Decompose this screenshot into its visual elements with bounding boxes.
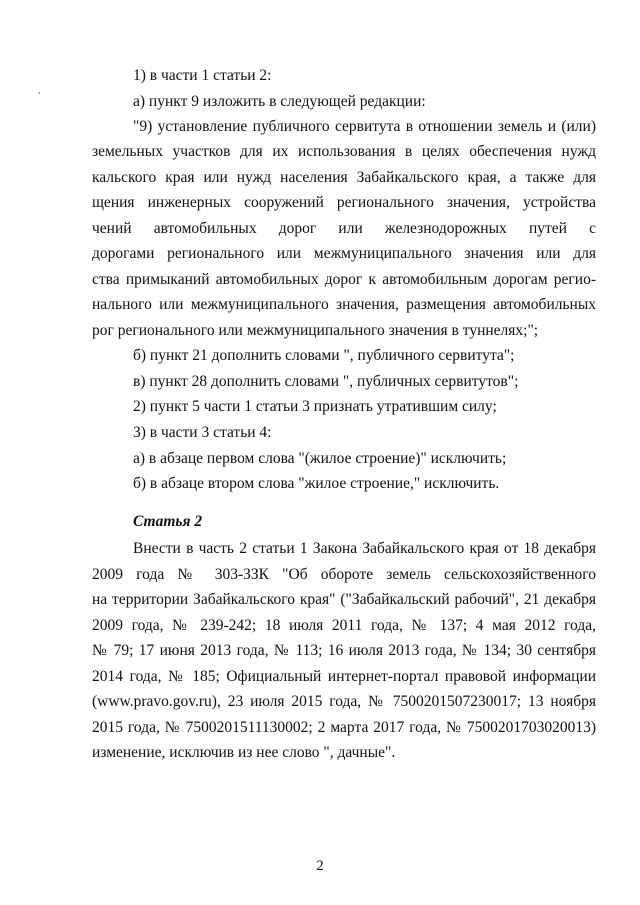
item-1b: б) пункт 21 дополнить словами ", публичного сервитута"; <box>133 347 515 364</box>
article-2-line: № 79; 17 июня 2013 года, № 113; 16 июля 2013 года, № 134; 30 сентября <box>92 642 596 659</box>
article-2-line: 2009 года, № 239-242; 18 июля 2011 года, № 137; 4 мая 2012 года, <box>92 617 596 634</box>
item-3-intro: 3) в части 3 статьи 4: <box>133 424 272 441</box>
article-2-heading: Статья 2 <box>133 513 203 530</box>
point-9-line: дорогами регионального или межмуниципального значения или для <box>92 245 596 262</box>
scan-artifact-dot <box>38 92 40 94</box>
article-2-line-last: изменение, исключив из нее слово ", дачные". <box>92 744 396 761</box>
point-9-line: нального или межмуниципального значения, размещения автомобильных <box>92 296 596 313</box>
point-9-line: щения инженерных сооружений регионального значения, устройства <box>92 194 596 211</box>
article-2-line: 2015 года, № 7500201511130002; 2 марта 2017 года, № 7500201703020013) <box>92 719 596 736</box>
article-2-line: 2014 года, № 185; Официальный интернет-портал правовой информации <box>92 668 596 685</box>
point-9-line: земельных участков для их использования в целях обеспечения нужд <box>92 143 596 160</box>
article-2-line: (www.pravo.gov.ru), 23 июля 2015 года, № 7500201507230017; 13 ноября <box>92 693 596 710</box>
item-1v: в) пункт 28 дополнить словами ", публичных сервитутов"; <box>133 373 519 390</box>
point-9-line: "9) установление публичного сервитута в отношении земель и (или) <box>133 118 596 135</box>
item-3b: б) в абзаце втором слова "жилое строение," исключить. <box>133 475 500 492</box>
article-2-line: 2009 года № 303-ЗЗК "Об обороте земель сельскохозяйственного <box>92 566 596 583</box>
point-9-line-last: рог регионального или межмуниципального значения в туннелях;"; <box>92 322 539 339</box>
point-9-line: ства примыканий автомобильных дорог к автомобильным дорогам регио- <box>92 271 596 288</box>
item-2: 2) пункт 5 части 1 статьи 3 признать утратившим силу; <box>133 398 497 415</box>
item-1-intro: 1) в части 1 статьи 2: <box>133 67 272 84</box>
item-3a: а) в абзаце первом слова "(жилое строение)" исключить; <box>133 450 507 467</box>
point-9-line: кальского края или нужд населения Забайкальского края, а также для <box>92 169 596 186</box>
article-2-line: на территории Забайкальского края" ("Забайкальский рабочий", 21 декабря <box>92 591 596 608</box>
article-2-line: Внести в часть 2 статьи 1 Закона Забайкальского края от 18 декабря <box>133 540 596 557</box>
point-9-line: чений автомобильных дорог или железнодорожных путей с <box>92 220 596 237</box>
page-number: 2 <box>316 858 324 874</box>
item-1a-intro: а) пункт 9 изложить в следующей редакции: <box>133 93 426 110</box>
